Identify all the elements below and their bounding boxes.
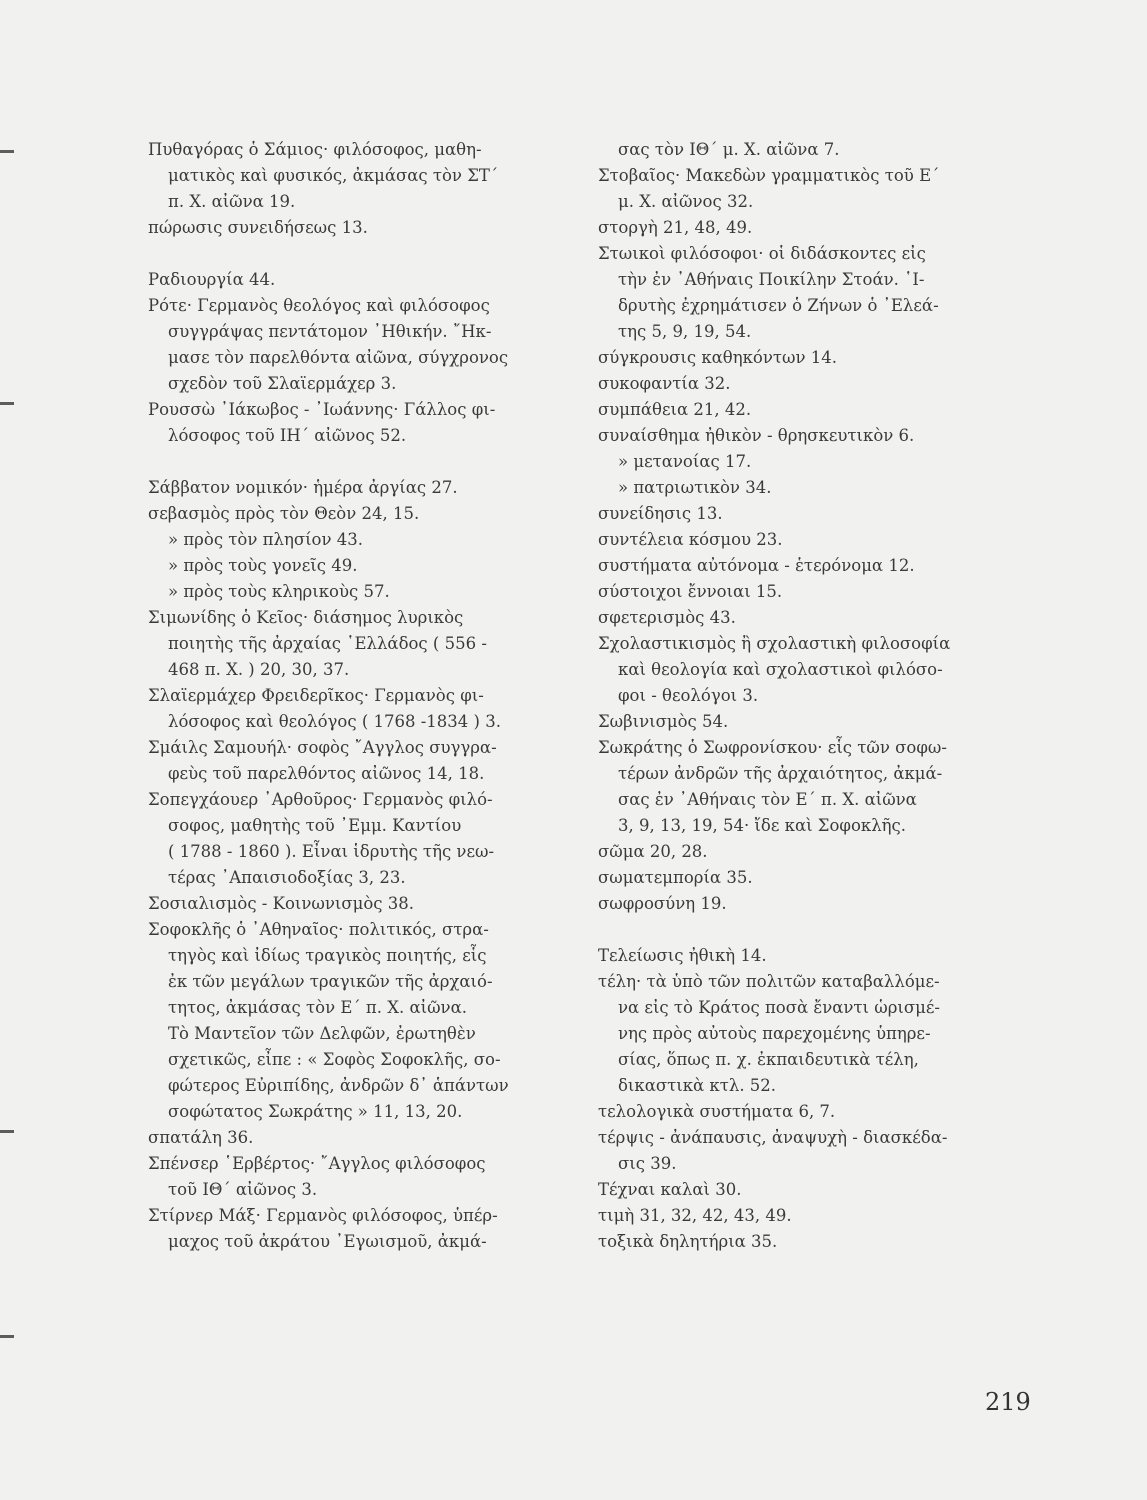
index-entry-continuation: συγγράψας πεντάτομον ᾿Ηθικήν. ῎Ηκ-	[168, 322, 492, 341]
index-entry: σωματεμπορία 35.	[598, 868, 753, 887]
scan-edge-mark	[0, 1130, 14, 1133]
index-entry-continuation: ἐκ τῶν μεγάλων τραγικῶν τῆς ἀρχαιό-	[168, 972, 493, 991]
index-entry-continuation: 3, 9, 13, 19, 54· ἴδε καὶ Σοφοκλῆς.	[618, 816, 907, 835]
index-entry: συναίσθημα ἠθικὸν - θρησκευτικὸν 6.	[598, 426, 915, 445]
index-entry: πώρωσις συνειδήσεως 13.	[148, 218, 368, 237]
section-gap	[148, 449, 588, 475]
index-entry: σωφροσύνη 19.	[598, 894, 727, 913]
index-entry-continuation: σχετικῶς, εἶπε : « Σοφὸς Σοφοκλῆς, σο-	[168, 1050, 501, 1069]
scan-edge-mark	[0, 1335, 14, 1338]
index-entry-continuation: λόσοφος καὶ θεολόγος ( 1768 -1834 ) 3.	[168, 712, 501, 731]
index-entry: Σχολαστικισμὸς ἢ σχολαστικὴ φιλοσοφία	[598, 634, 951, 653]
index-entry: συμπάθεια 21, 42.	[598, 400, 752, 419]
index-entry: Στοβαῖος· Μακεδὼν γραμματικὸς τοῦ Ε΄	[598, 166, 940, 185]
index-entry: Σοφοκλῆς ὁ ᾿Αθηναῖος· πολιτικός, στρα-	[148, 920, 489, 939]
index-entry: Σιμωνίδης ὁ Κεῖος· διάσημος λυρικὸς	[148, 608, 464, 627]
index-entry-continuation: τηγὸς καὶ ἰδίως τραγικὸς ποιητής, εἷς	[168, 946, 487, 965]
index-entry-continuation: » μετανοίας 17.	[618, 452, 752, 471]
index-entry-continuation: της 5, 9, 19, 54.	[618, 322, 752, 341]
index-entry: Ρουσσὼ ᾿Ιάκωβος - ᾿Ιωάννης· Γάλλος φι-	[148, 400, 496, 419]
index-entry-continuation: σας τὸν ΙΘ΄ μ. Χ. αἰῶνα 7.	[618, 140, 840, 159]
page-number: 219	[985, 1388, 1031, 1416]
index-entry-continuation: σίας, ὅπως π. χ. ἐκπαιδευτικὰ τέλη,	[618, 1050, 919, 1069]
index-entry-continuation: σας ἐν ᾿Αθήναις τὸν Ε΄ π. Χ. αἰῶνα	[618, 790, 917, 809]
index-entry-continuation: τὴν ἐν ᾿Αθήναις Ποικίλην Στοάν. ῾Ι-	[618, 270, 925, 289]
index-entry: συκοφαντία 32.	[598, 374, 731, 393]
index-entry: Τελείωσις ἠθικὴ 14.	[598, 946, 767, 965]
index-entry: σύστοιχοι ἔννοιαι 15.	[598, 582, 783, 601]
index-entry: στοργὴ 21, 48, 49.	[598, 218, 753, 237]
index-entry: Σλαϊερμάχερ Φρειδερῖκος· Γερμανὸς φι-	[148, 686, 484, 705]
index-entry: σύγκρουσις καθηκόντων 14.	[598, 348, 838, 367]
index-entry: συστήματα αὐτόνομα - ἑτερόνομα 12.	[598, 556, 915, 575]
index-entry: Σοσιαλισμὸς - Κοινωνισμὸς 38.	[148, 894, 414, 913]
index-entry-continuation: μαχος τοῦ ἀκράτου ᾿Εγωισμοῦ, ἀκμά-	[168, 1232, 487, 1251]
index-entry: τελολογικὰ συστήματα 6, 7.	[598, 1102, 836, 1121]
index-entry-continuation: φοι - θεολόγοι 3.	[618, 686, 759, 705]
section-gap	[148, 241, 588, 267]
index-entry: Ραδιουργία 44.	[148, 270, 276, 289]
index-entry: Στωικοὶ φιλόσοφοι· οἱ διδάσκοντες εἰς	[598, 244, 926, 263]
index-entry-continuation: σις 39.	[618, 1154, 677, 1173]
index-column-left	[148, 137, 588, 1255]
index-entry-continuation: τητος, ἀκμάσας τὸν Ε΄ π. Χ. αἰῶνα.	[168, 998, 467, 1017]
index-entry-continuation: 468 π. Χ. ) 20, 30, 37.	[168, 660, 350, 679]
index-entry: Πυθαγόρας ὁ Σάμιος· φιλόσοφος, μαθη-	[148, 140, 482, 159]
index-entry-continuation: » πατριωτικὸν 34.	[618, 478, 772, 497]
index-entry: Τέχναι καλαὶ 30.	[598, 1180, 742, 1199]
index-entry-continuation: να εἰς τὸ Κράτος ποσὰ ἔναντι ὡρισμέ-	[618, 998, 941, 1017]
index-entry: τιμὴ 31, 32, 42, 43, 49.	[598, 1206, 792, 1225]
index-entry-continuation: σοφώτατος Σωκράτης » 11, 13, 20.	[168, 1102, 463, 1121]
index-entry-continuation: φεὺς τοῦ παρελθόντος αἰῶνος 14, 18.	[168, 764, 485, 783]
index-entry-continuation: σοφος, μαθητὴς τοῦ ᾿Εμμ. Καντίου	[168, 816, 462, 835]
index-entry: τέλη· τὰ ὑπὸ τῶν πολιτῶν καταβαλλόμε-	[598, 972, 940, 991]
index-entry: συντέλεια κόσμου 23.	[598, 530, 783, 549]
index-entry-continuation: λόσοφος τοῦ ΙΗ΄ αἰῶνος 52.	[168, 426, 407, 445]
index-entry: τέρψις - ἀνάπαυσις, ἀναψυχὴ - διασκέδα-	[598, 1128, 948, 1147]
index-entry-continuation: τέρας ᾿Απαισιοδοξίας 3, 23.	[168, 868, 406, 887]
index-entry: Σωκράτης ὁ Σωφρονίσκου· εἷς τῶν σοφω-	[598, 738, 947, 757]
index-entry: σεβασμὸς πρὸς τὸν Θεὸν 24, 15.	[148, 504, 420, 523]
index-entry-continuation: σχεδὸν τοῦ Σλαϊερμάχερ 3.	[168, 374, 397, 393]
index-entry: τοξικὰ δηλητήρια 35.	[598, 1232, 778, 1251]
index-entry-continuation: δρυτὴς ἐχρημάτισεν ὁ Ζήνων ὁ ᾿Ελεά-	[618, 296, 939, 315]
section-gap	[598, 917, 1043, 943]
index-entry: Σπένσερ ῾Ερβέρτος· ῎Αγγλος φιλόσοφος	[148, 1154, 486, 1173]
index-entry: Σμάιλς Σαμουήλ· σοφὸς ῎Αγγλος συγγρα-	[148, 738, 497, 757]
index-entry-continuation: ματικὸς καὶ φυσικός, ἀκμάσας τὸν ΣΤ΄	[168, 166, 499, 185]
index-entry: Σάββατον νομικόν· ἡμέρα ἀργίας 27.	[148, 478, 458, 497]
index-entry: Σωβινισμὸς 54.	[598, 712, 729, 731]
scan-edge-mark	[0, 402, 14, 405]
index-entry-continuation: » πρὸς τοὺς κληρικοὺς 57.	[168, 582, 390, 601]
index-entry-continuation: » πρὸς τοὺς γονεῖς 49.	[168, 556, 358, 575]
index-entry: σῶμα 20, 28.	[598, 842, 708, 861]
scan-edge-mark	[0, 150, 14, 153]
index-entry: συνείδησις 13.	[598, 504, 723, 523]
index-entry-continuation: τοῦ ΙΘ΄ αἰῶνος 3.	[168, 1180, 318, 1199]
index-entry-continuation: μασε τὸν παρελθόντα αἰῶνα, σύγχρονος	[168, 348, 509, 367]
index-entry-continuation: Τὸ Μαντεῖον τῶν Δελφῶν, ἐρωτηθὲν	[168, 1024, 476, 1043]
index-entry: σπατάλη 36.	[148, 1128, 254, 1147]
index-entry-continuation: φώτερος Εὐριπίδης, ἀνδρῶν δ᾿ ἁπάντων	[168, 1076, 509, 1095]
index-entry: Στίρνερ Μάξ· Γερμανὸς φιλόσοφος, ὑπέρ-	[148, 1206, 498, 1225]
index-entry: Σοπεγχάουερ ᾿Αρθοῦρος· Γερμανὸς φιλό-	[148, 790, 493, 809]
index-entry-continuation: ( 1788 - 1860 ). Εἶναι ἱδρυτὴς τῆς νεω-	[168, 842, 495, 861]
index-entry-continuation: τέρων ἀνδρῶν τῆς ἀρχαιότητος, ἀκμά-	[618, 764, 943, 783]
index-entry-continuation: μ. Χ. αἰῶνος 32.	[618, 192, 754, 211]
index-entry-continuation: π. Χ. αἰῶνα 19.	[168, 192, 296, 211]
index-entry-continuation: ποιητὴς τῆς ἀρχαίας ῾Ελλάδος ( 556 -	[168, 634, 487, 653]
index-entry-continuation: δικαστικὰ κτλ. 52.	[618, 1076, 777, 1095]
index-entry: σφετερισμὸς 43.	[598, 608, 736, 627]
index-entry-continuation: καὶ θεολογία καὶ σχολαστικοὶ φιλόσο-	[618, 660, 943, 679]
index-entry: Ρότε· Γερμανὸς θεολόγος καὶ φιλόσοφος	[148, 296, 490, 315]
index-entry-continuation: νης πρὸς αὐτοὺς παρεχομένης ὑπηρε-	[618, 1024, 931, 1043]
index-column-right	[598, 137, 1043, 1255]
index-entry-continuation: » πρὸς τὸν πλησίον 43.	[168, 530, 364, 549]
